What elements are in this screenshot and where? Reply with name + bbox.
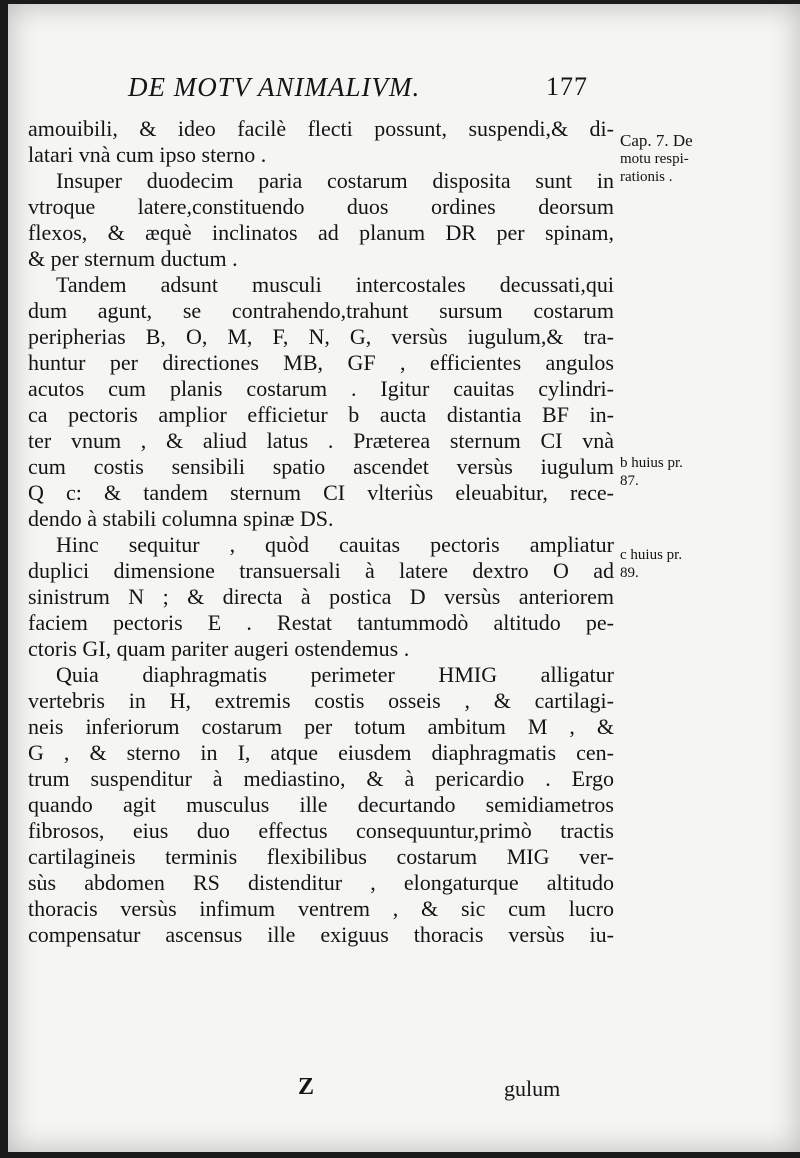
margin-note-line: c huius pr. [620,547,683,563]
running-header [128,72,588,103]
page-number: 177 [546,72,588,101]
text-line: Q c: & tandem sternum CI vlteriùs eleuabitur, rece- [28,480,614,505]
catchword: gulum [504,1076,561,1101]
text-line: cartilagineis terminis flexibilibus costarum MIG ver- [28,844,614,869]
margin-note-line: 87. [620,473,639,489]
text-line: amouibili, & ideo facilè flecti possunt, suspendi,& di- [28,116,614,141]
text-line: neis inferiorum costarum per totum ambitum M , & [28,714,614,739]
margin-note-line: b huius pr. [620,455,683,471]
text-line: dum agunt, se contrahendo,trahunt sursum costarum [28,298,614,323]
text-line: vertebris in H, extremis costis osseis , & cartilagi- [28,688,614,713]
running-title: DE MOTV ANIMALIVM. [128,72,421,102]
text-line: sinistrum N ; & directa à postica D versùs anteriorem [28,584,614,609]
text-line: vtroque latere,constituendo duos ordines deorsum [28,194,614,219]
text-line: duplici dimensione transuersali à latere dextro O ad [28,558,614,583]
text-line: ter vnum , & aliud latus . Præterea sternum CI vnà [28,428,614,453]
text-line: Insuper duodecim paria costarum disposita sunt in [56,168,614,193]
text-line: huntur per directiones MB, GF , efficientes angulos [28,350,614,375]
text-line: trum suspenditur à mediastino, & à pericardio . Ergo [28,766,614,791]
text-line: Tandem adsunt musculi intercostales decussati,qui [56,272,614,297]
text-line: fibrosos, eius duo effectus consequuntur,primò tractis [28,818,614,843]
margin-note-line: rationis . [620,169,673,185]
signature-mark: Z [298,1074,315,1100]
text-line: compensatur ascensus ille exiguus thoracis versùs iu- [28,922,614,947]
text-line: peripherias B, O, M, F, N, G, versùs iugulum,& tra- [28,324,614,349]
text-line: quando agit musculus ille decurtando semidiametros [28,792,614,817]
main-text [28,116,614,948]
margin-note-reference-c [620,546,800,582]
margin-note-line: Cap. 7. De [620,131,693,150]
book-page [8,4,800,1152]
text-line: ca pectoris amplior efficietur b aucta distantia BF in- [28,402,614,427]
margin-note-chapter [620,132,800,186]
margin-note-reference-b [620,454,800,490]
text-line: Hinc sequitur , quòd cauitas pectoris ampliatur [56,532,614,557]
text-line: acutos cum planis costarum . Igitur cauitas cylindri- [28,376,614,401]
text-line: cum costis sensibili spatio ascendet versùs iugulum [28,454,614,479]
text-line: latari vnà cum ipso sterno . [28,142,267,167]
margin-note-line: 89. [620,565,639,581]
text-line: Quia diaphragmatis perimeter HMIG alligatur [56,662,614,687]
text-line: dendo à stabili columna spinæ DS. [28,506,334,531]
text-line: G , & sterno in I, atque eiusdem diaphragmatis cen- [28,740,614,765]
margin-note-line: motu respi- [620,151,689,167]
text-line: ctoris GI, quam pariter augeri ostendemus . [28,636,410,661]
text-line: & per sternum ductum . [28,246,238,271]
text-line: sùs abdomen RS distenditur , elongaturque altitudo [28,870,614,895]
text-line: thoracis versùs infimum ventrem , & sic cum lucro [28,896,614,921]
text-line: faciem pectoris E . Restat tantummodò altitudo pe- [28,610,614,635]
text-line: flexos, & æquè inclinatos ad planum DR per spinam, [28,220,614,245]
